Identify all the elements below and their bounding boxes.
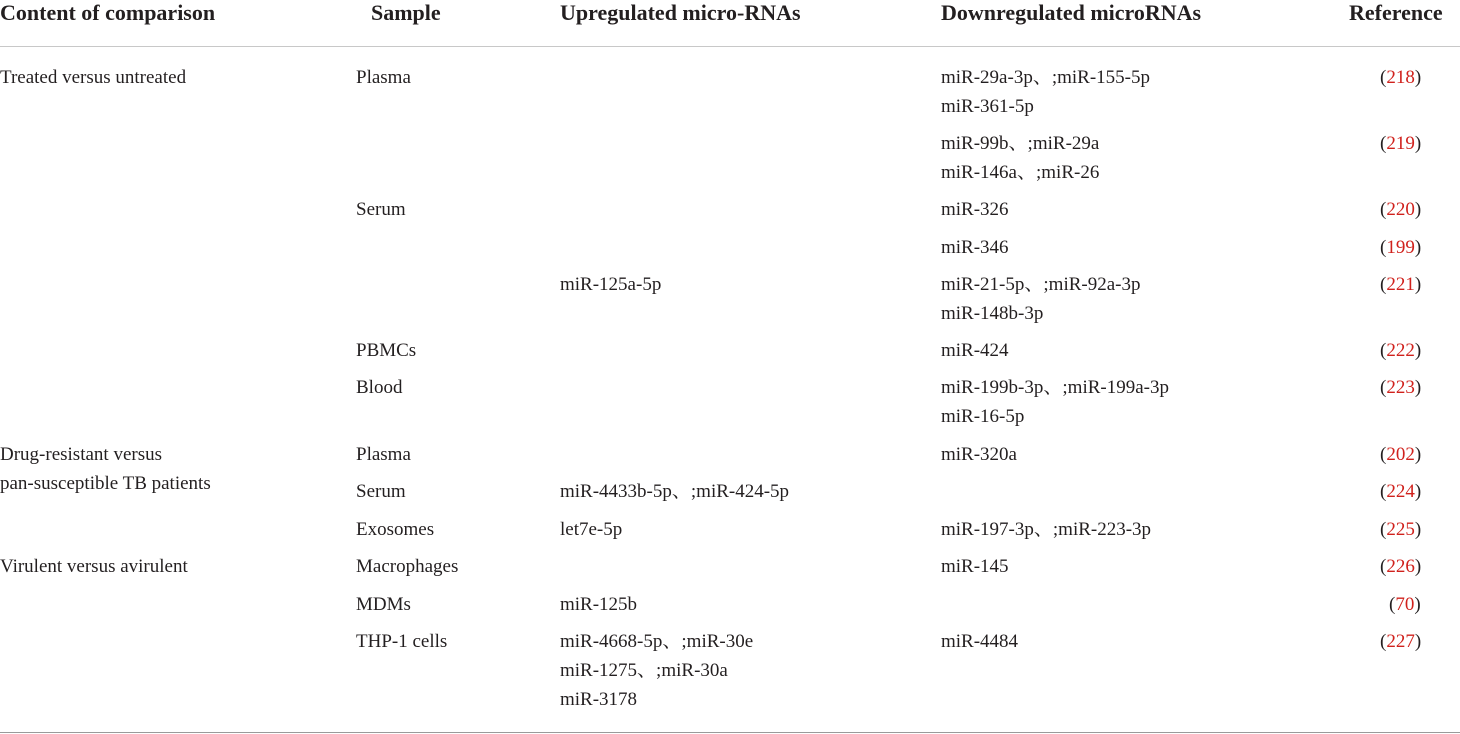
downregulated-cell: [941, 129, 1099, 187]
reference-cell: (226): [1380, 556, 1422, 577]
reference-cell: (221): [1380, 274, 1422, 295]
downregulated-cell: [941, 270, 1140, 328]
downregulated-cell: [941, 63, 1150, 121]
reference-link[interactable]: 202: [1386, 444, 1415, 465]
upregulated-cell: [560, 477, 789, 506]
reference-link[interactable]: 223: [1386, 377, 1415, 398]
reference-cell: (70): [1389, 594, 1421, 615]
reference-link[interactable]: 225: [1386, 519, 1415, 540]
mirna-line: miR-4433b-5p、;miR-424-5p: [560, 481, 790, 502]
upregulated-cell: [560, 627, 753, 714]
mirna-line: miR-346: [941, 237, 1009, 258]
sample-cell: Plasma: [356, 444, 411, 465]
mirna-line: miR-125a-5p: [560, 274, 662, 295]
mirna-line: miR-148b-3p: [941, 303, 1044, 324]
sample-cell: PBMCs: [356, 340, 417, 361]
comparison-group: [0, 440, 211, 498]
reference-link[interactable]: 222: [1386, 340, 1415, 361]
reference-cell: (202): [1380, 444, 1422, 465]
comparison-line: Treated versus untreated: [0, 67, 187, 88]
table-header: [0, 0, 1460, 47]
downregulated-cell: [941, 233, 1009, 262]
reference-cell: (218): [1380, 67, 1422, 88]
upregulated-cell: [560, 270, 661, 299]
downregulated-cell: [941, 336, 1009, 365]
header-sample: Sample: [371, 0, 441, 25]
comparison-line: pan-susceptible TB patients: [0, 473, 211, 494]
reference-link[interactable]: 219: [1386, 133, 1415, 154]
downregulated-cell: [941, 627, 1018, 656]
mirna-line: miR-1275、;miR-30a: [560, 660, 728, 681]
mirna-line: miR-146a、;miR-26: [941, 162, 1100, 183]
comparison-line: Virulent versus avirulent: [0, 556, 188, 577]
upregulated-cell: [560, 590, 637, 619]
mirna-line: miR-125b: [560, 594, 638, 615]
mirna-line: miR-199b-3p、;miR-199a-3p: [941, 377, 1169, 398]
reference-link[interactable]: 70: [1395, 594, 1415, 615]
reference-cell: (222): [1380, 340, 1422, 361]
sample-cell: Plasma: [356, 67, 411, 88]
sample-cell: MDMs: [356, 594, 411, 615]
table-bottom-rule: [0, 732, 1460, 733]
mirna-line: miR-29a-3p、;miR-155-5p: [941, 67, 1150, 88]
reference-cell: (199): [1380, 237, 1422, 258]
comparison-group: [0, 552, 188, 581]
mirna-line: miR-4484: [941, 631, 1019, 652]
mirna-line: miR-3178: [560, 689, 638, 710]
sample-cell: Macrophages: [356, 556, 459, 577]
header-downregulated: Downregulated microRNAs: [941, 0, 1202, 25]
mirna-line: miR-197-3p、;miR-223-3p: [941, 519, 1152, 540]
reference-cell: (225): [1380, 519, 1422, 540]
mirna-line: miR-99b、;miR-29a: [941, 133, 1100, 154]
sample-cell: Exosomes: [356, 519, 435, 540]
header-reference: Reference: [1349, 0, 1443, 25]
sample-cell: Blood: [356, 377, 403, 398]
header-content-of-comparison: Content of comparison: [0, 0, 216, 25]
reference-cell: (220): [1380, 199, 1422, 220]
reference-link[interactable]: 220: [1386, 199, 1415, 220]
header-upregulated: Upregulated micro-RNAs: [560, 0, 801, 25]
sample-cell: Serum: [356, 199, 406, 220]
mirna-line: miR-326: [941, 199, 1009, 220]
mirna-line: miR-21-5p、;miR-92a-3p: [941, 274, 1141, 295]
reference-cell: (227): [1380, 631, 1422, 652]
mirna-line: miR-4668-5p、;miR-30e: [560, 631, 754, 652]
sample-cell: Serum: [356, 481, 406, 502]
reference-cell: (219): [1380, 133, 1422, 154]
downregulated-cell: [941, 195, 1009, 224]
reference-link[interactable]: 199: [1386, 237, 1415, 258]
mirna-line: miR-320a: [941, 444, 1017, 465]
mirna-line: miR-16-5p: [941, 406, 1025, 427]
comparison-group: [0, 63, 186, 92]
reference-link[interactable]: 224: [1386, 481, 1415, 502]
reference-link[interactable]: 218: [1386, 67, 1415, 88]
reference-cell: (223): [1380, 377, 1422, 398]
downregulated-cell: [941, 373, 1169, 431]
comparison-line: Drug-resistant versus: [0, 444, 162, 465]
reference-link[interactable]: 221: [1386, 274, 1415, 295]
downregulated-cell: [941, 552, 1009, 581]
mirna-line: let7e-5p: [560, 519, 623, 540]
downregulated-cell: [941, 440, 1017, 469]
mirna-line: miR-145: [941, 556, 1009, 577]
mirna-line: miR-424: [941, 340, 1009, 361]
downregulated-cell: [941, 515, 1151, 544]
reference-link[interactable]: 226: [1386, 556, 1415, 577]
mirna-line: miR-361-5p: [941, 96, 1034, 117]
reference-link[interactable]: 227: [1386, 631, 1415, 652]
reference-cell: (224): [1380, 481, 1422, 502]
sample-cell: THP-1 cells: [356, 631, 448, 652]
upregulated-cell: [560, 515, 622, 544]
